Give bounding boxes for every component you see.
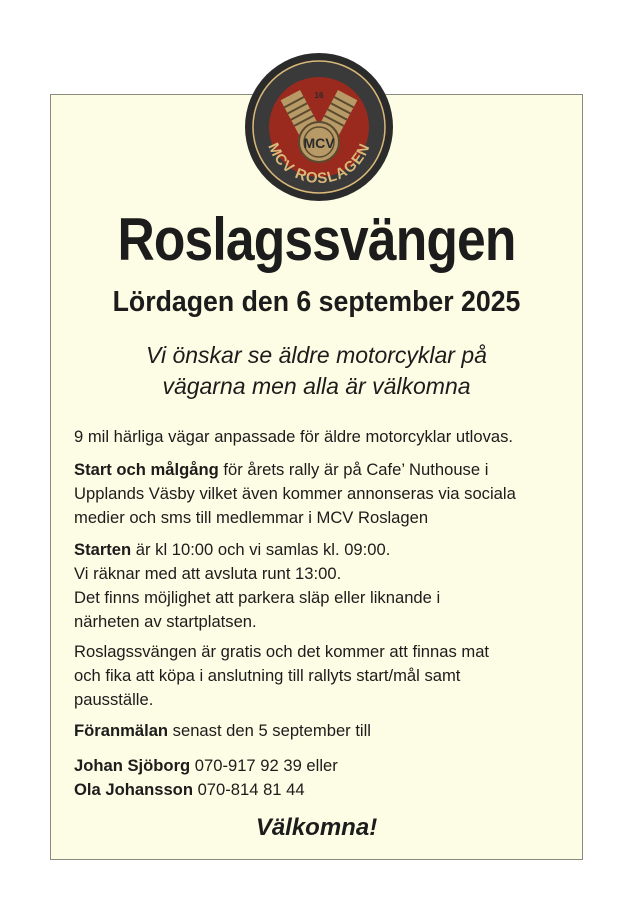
route-info: 9 mil härliga vägar anpassade för äldre motorcyklar utlovas. — [74, 427, 514, 446]
event-title: Roslagssvängen — [117, 206, 516, 273]
text-line: Det finns möjlighet att parkera släp eller liknande i — [74, 588, 441, 607]
start-finish-info — [74, 458, 574, 530]
start-finish-heading: Start och målgång — [74, 460, 219, 479]
text-line: pausställe. — [74, 690, 154, 709]
registration-heading: Föranmälan — [74, 721, 169, 740]
contact-name: Johan Sjöborg — [74, 756, 191, 775]
text-line: Upplands Väsby vilket även kommer annonseras via sociala — [74, 484, 516, 503]
contact-phone: 070-917 92 39 eller — [190, 756, 338, 775]
tagline-line: Vi önskar se äldre motorcyklar på — [146, 342, 487, 368]
tagline-line: vägarna men alla är välkomna — [162, 373, 471, 399]
text-segment: är kl 10:00 och vi samlas kl. 09:00. — [131, 540, 391, 559]
start-heading: Starten — [74, 540, 132, 559]
logo-center-text: MCV — [303, 135, 335, 151]
event-date: Lördagen den 6 september 2025 — [112, 286, 521, 318]
text-line: Roslagssvängen är gratis och det kommer att finnas mat — [74, 642, 490, 661]
contact-list — [74, 754, 574, 802]
registration-info — [74, 719, 574, 743]
closing-greeting: Välkomna! — [255, 814, 378, 841]
logo-badge-text: MCV ROSLAGEN — [264, 140, 374, 188]
mcv-roslagen-logo — [244, 52, 394, 202]
text-segment: senast den 5 september till — [168, 721, 371, 740]
tagline — [50, 340, 583, 402]
contact-name: Ola Johansson — [74, 780, 193, 799]
text-line: närheten av startplatsen. — [74, 612, 257, 631]
text-line: Vi räknar med att avsluta runt 13:00. — [74, 564, 342, 583]
contact-item — [74, 754, 574, 778]
cost-info — [74, 640, 574, 712]
text-segment: för årets rally är på Cafe’ Nuthouse i — [218, 460, 489, 479]
schedule-info — [74, 538, 574, 634]
text-line: medier och sms till medlemmar i MCV Roslagen — [74, 508, 429, 527]
logo-number: 16 — [314, 91, 324, 100]
text-line: och fika att köpa i anslutning till rallyts start/mål samt — [74, 666, 461, 685]
contact-item — [74, 778, 574, 802]
contact-phone: 070-814 81 44 — [192, 780, 305, 799]
